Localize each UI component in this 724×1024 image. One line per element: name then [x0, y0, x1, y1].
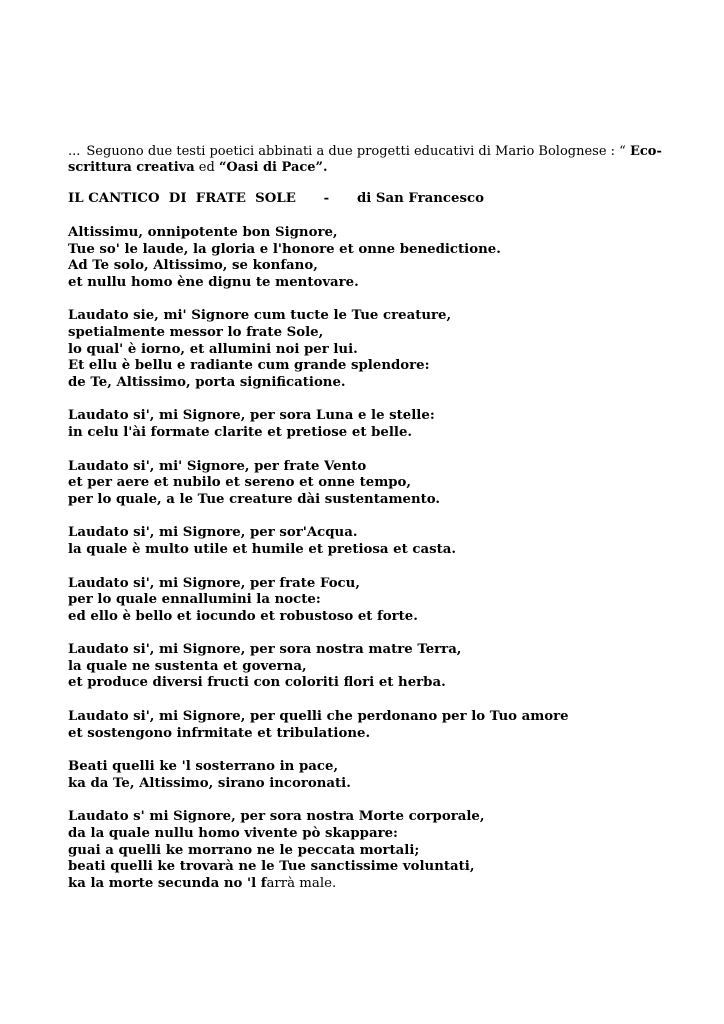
poem-line: Laudato si', mi Signore, per sora Luna e le stelle: [68, 408, 435, 424]
poem-title: IL CANTICO DI FRATE SOLE [68, 191, 296, 206]
stanza [68, 809, 668, 892]
stanza [68, 525, 668, 558]
poem-line: Laudato s' mi Signore, per sora nostra Morte corporale, [68, 809, 485, 825]
poem-line: Laudato si', mi Signore, per quelli che perdonano per lo Tuo amore [68, 709, 569, 725]
poem-line: Laudato si', mi' Signore, per frate Vento [68, 458, 367, 474]
poem-line: beati quelli ke trovarà ne le Tue sanctissime voluntati, [68, 859, 475, 875]
intro-paragraph [68, 144, 668, 176]
stanza [68, 459, 668, 509]
project-name-2: “Oasi di Pace”. [218, 160, 328, 175]
poem-line: de Te, Altissimo, porta significatione. [68, 374, 346, 390]
stanza [68, 408, 668, 441]
intro-text: Seguono due testi poetici abbinati a due progetti educativi di Mario Bolognese : “ [86, 144, 630, 159]
stanza [68, 576, 668, 626]
poem-line: da la quale nullu homo vivente pò skappare: [68, 826, 398, 842]
poem-line: spetialmente messor lo frate Sole, [68, 324, 324, 340]
project-name-1a: Eco- [629, 144, 662, 159]
intro-connector: ed [194, 160, 219, 175]
poem-line: ka da Te, Altissimo, sirano incoronati. [68, 775, 351, 791]
stanza [68, 759, 668, 792]
poem-line: ed ello è bello et iocundo et robustoso et forte. [68, 608, 418, 624]
document-page [68, 144, 668, 909]
poem-line: et nullu homo ène dignu te mentovare. [68, 274, 359, 290]
poem-line: lo qual' è iorno, et allumini noi per lui. [68, 341, 358, 357]
poem-line: per lo quale ennallumini la nocte: [68, 592, 321, 608]
poem-final-line [68, 876, 668, 893]
poem-line: Laudato sie, mi' Signore cum tucte le Tue creature, [68, 308, 452, 324]
poem-line: in celu l'ài formate clarite et pretiose et belle. [68, 424, 413, 440]
final-line-normal: arrà male. [266, 875, 337, 891]
poem-line: et per aere et nubilo et sereno et onne tempo, [68, 475, 412, 491]
poem-line: Laudato si', mi Signore, per frate Focu, [68, 575, 360, 591]
stanza [68, 709, 668, 742]
poem-line: et produce diversi fructi con coloriti flori et herba. [68, 675, 446, 691]
project-name-1b: scrittura creativa [68, 160, 195, 175]
poem-line: guai a quelli ke morrano ne le peccata mortali; [68, 842, 420, 858]
stanza [68, 308, 668, 391]
poem-line: Laudato si', mi Signore, per sor'Acqua. [68, 525, 358, 541]
poem-line: et sostengono infrmitate et tribulatione. [68, 725, 371, 741]
poem-line: Altissimu, onnipotente bon Signore, [68, 225, 338, 240]
final-line-bold: ka la morte secunda no 'l f [68, 875, 267, 891]
poem-author: di San Francesco [356, 191, 484, 206]
poem-body [68, 225, 668, 892]
poem-line: Laudato si', mi Signore, per sora nostra matre Terra, [68, 642, 462, 658]
stanza [68, 225, 668, 291]
poem-line: la quale ne sustenta et governa, [68, 658, 307, 674]
poem-line: la quale è multo utile et humile et pretiosa et casta. [68, 541, 456, 557]
poem-line: Ad Te solo, Altissimo, se konfano, [68, 258, 318, 274]
poem-line: per lo quale, a le Tue creature dài sustentamento. [68, 491, 441, 507]
stanza [68, 642, 668, 692]
poem-line: Et ellu è bellu e radiante cum grande splendore: [68, 358, 430, 374]
intro-ellipsis: ... [68, 144, 81, 159]
poem-line: Beati quelli ke 'l sosterrano in pace, [68, 759, 339, 775]
poem-line: Tue so' le laude, la gloria e l'honore et onne benedictione. [68, 241, 501, 257]
heading-dash: - [323, 191, 330, 206]
poem-heading [68, 190, 668, 207]
